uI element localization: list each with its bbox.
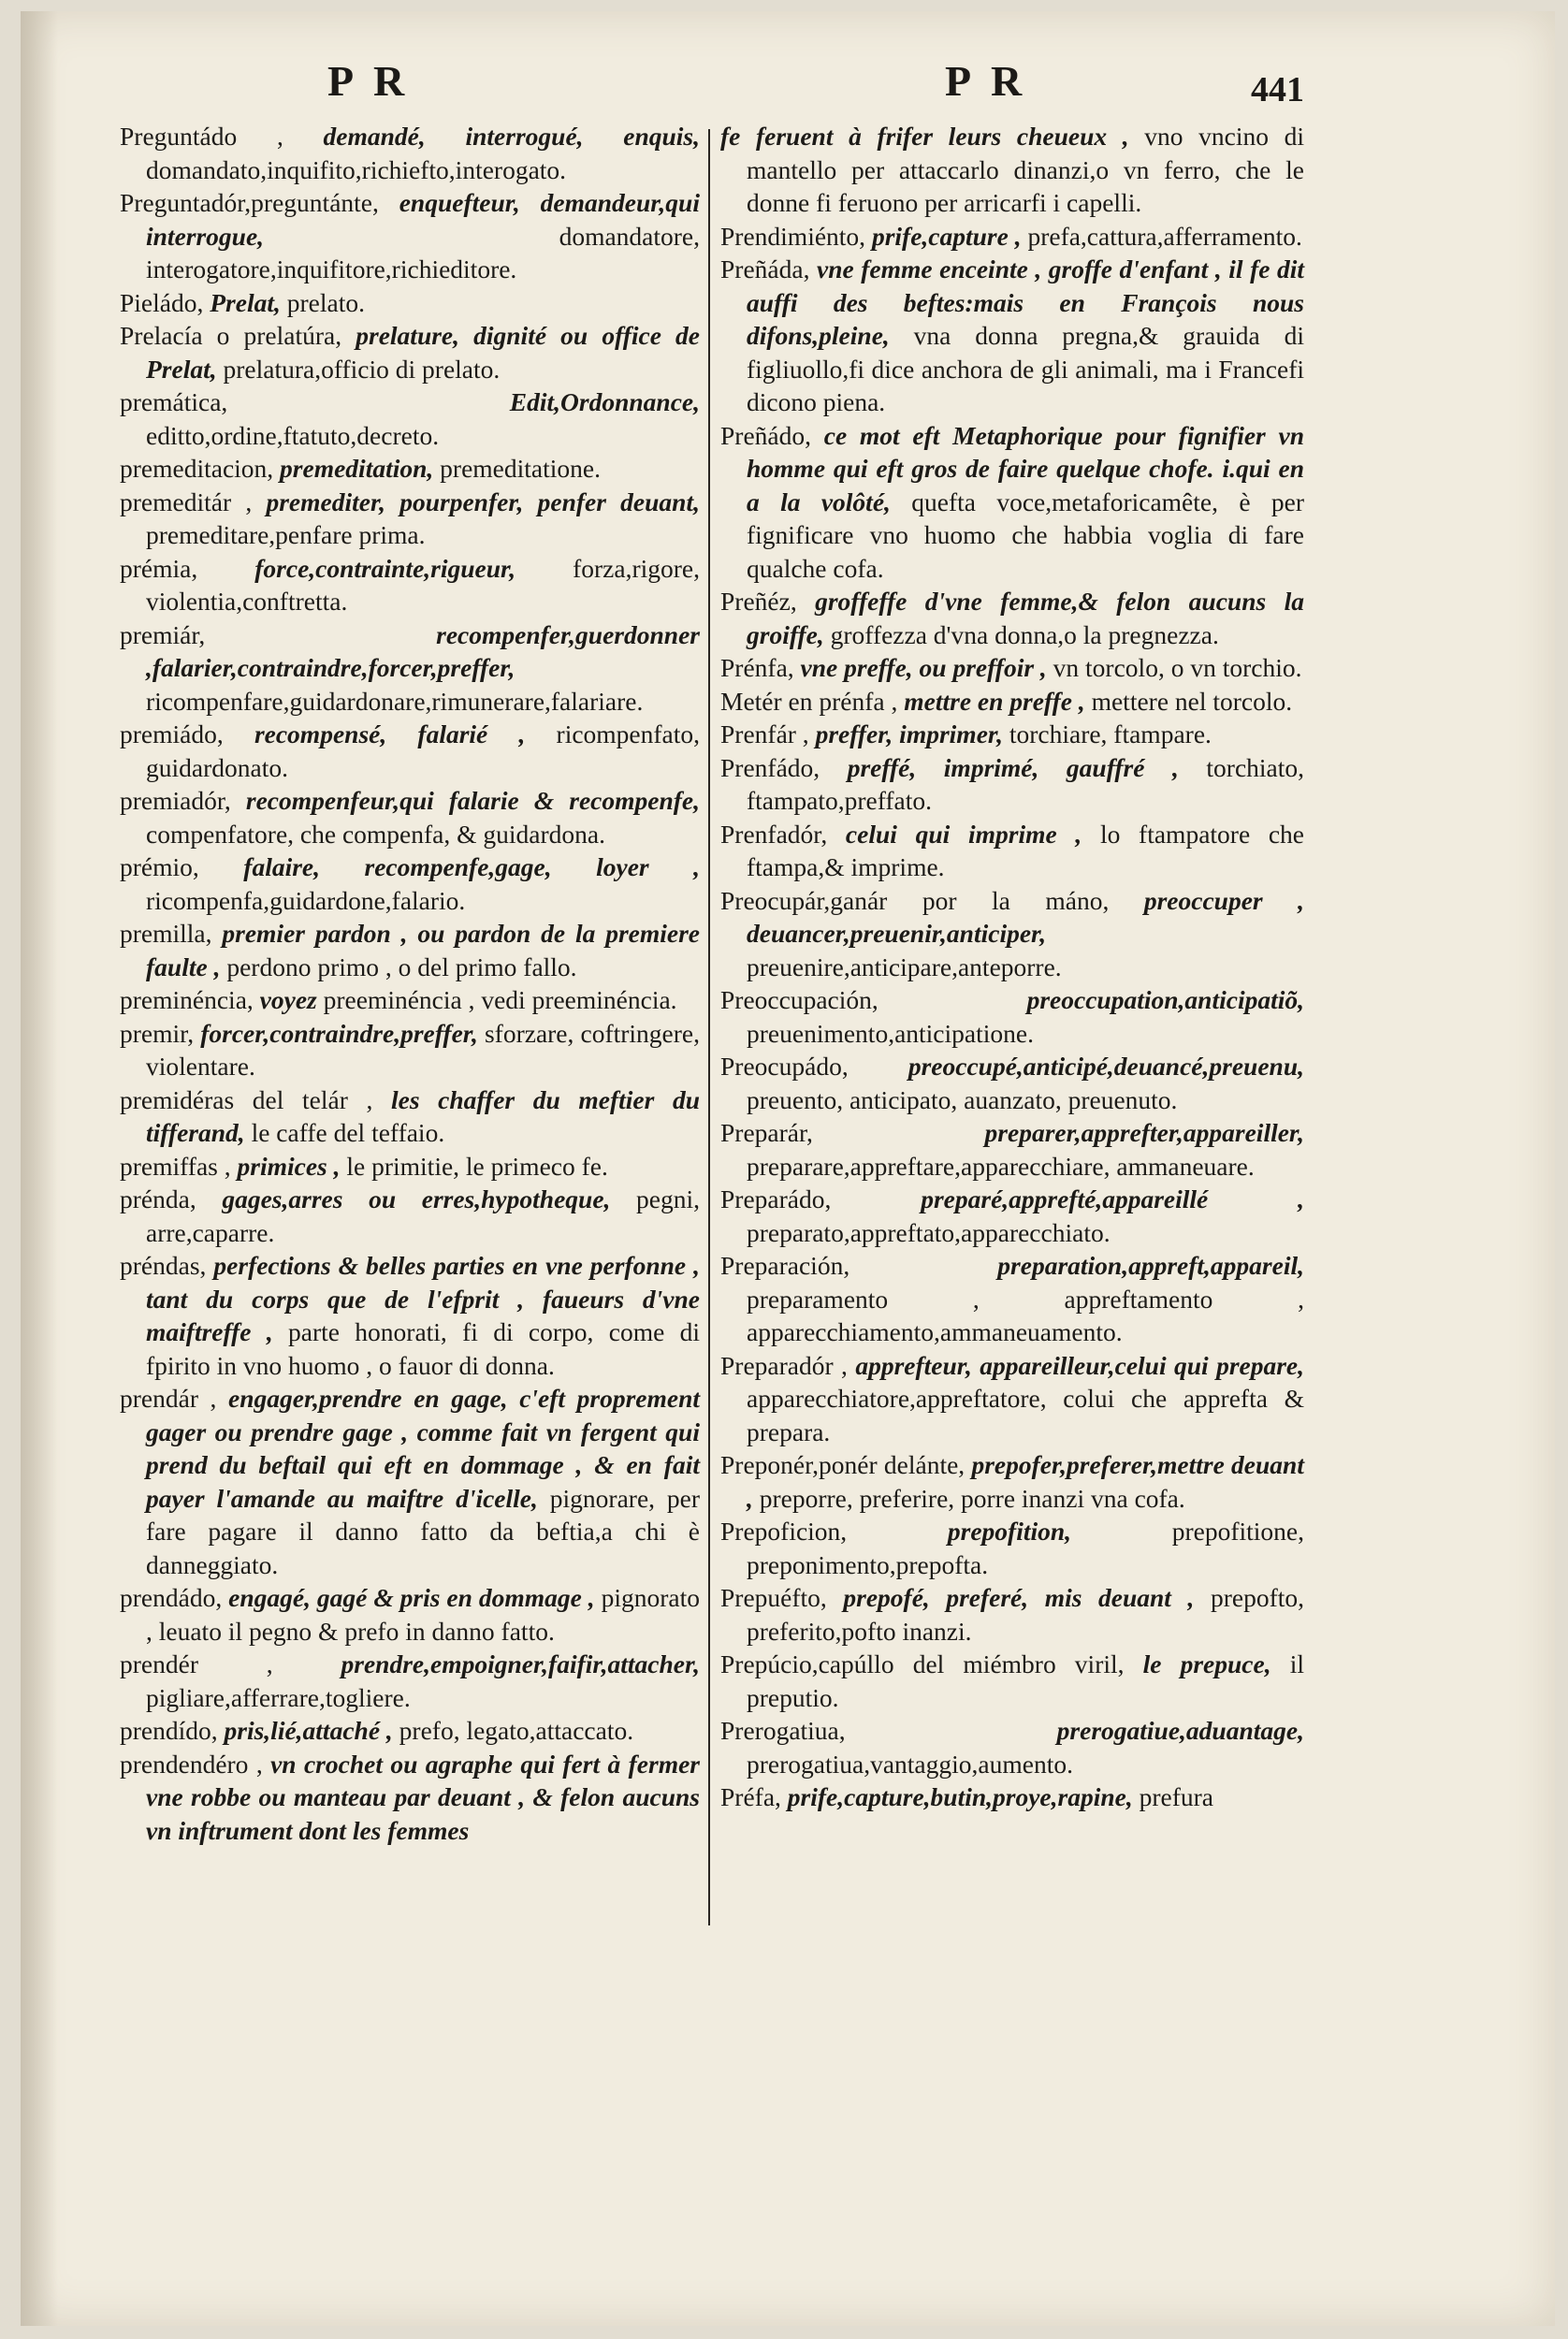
dictionary-entry	[720, 253, 1304, 419]
french-gloss: fe feruent à frifer leurs cheueux ,	[720, 122, 1129, 151]
dictionary-entry	[120, 1017, 700, 1083]
dictionary-entry	[120, 319, 700, 385]
italian-gloss: vna donna pregna,& grauida di figliuollo,fi dice anchora de gli animali, ma i Francefi dicono piena.	[747, 321, 1304, 416]
italian-gloss: prefo, legato,attaccato.	[399, 1716, 634, 1745]
headword: prémio,	[120, 852, 199, 881]
dictionary-entry	[720, 818, 1304, 884]
dictionary-entry	[120, 385, 700, 452]
dictionary-entry	[120, 1714, 700, 1748]
headword: premiadór,	[120, 786, 231, 815]
headword: Preparádo,	[720, 1184, 832, 1213]
headword: Préfa,	[720, 1782, 781, 1811]
italian-gloss: prepofitione, preponimento,prepofta.	[747, 1517, 1304, 1579]
dictionary-entry	[720, 685, 1304, 719]
headword: Prénfa,	[720, 653, 794, 682]
dictionary-entry	[120, 718, 700, 784]
italian-gloss: prerogatiua,vantaggio,aumento.	[747, 1749, 1073, 1779]
italian-gloss: editto,ordine,ftatuto,decreto.	[146, 420, 440, 450]
running-header-right: P R	[945, 57, 1028, 105]
dictionary-entry	[120, 186, 700, 286]
headword: Prepoficion,	[720, 1517, 848, 1546]
dictionary-entry	[720, 120, 1304, 220]
headword: premeditacion,	[120, 454, 274, 483]
italian-gloss: ricompenfato, guidardonato.	[146, 719, 701, 782]
french-gloss: voyez	[259, 985, 317, 1014]
italian-gloss: groffezza d'vna donna,o la pregnezza.	[830, 619, 1219, 649]
italian-gloss: pigliare,afferrare,togliere.	[146, 1682, 411, 1712]
french-gloss: preoccupé,anticipé,deuancé,preuenu,	[907, 1052, 1304, 1081]
italian-gloss: ricompenfare,guidardonare,rimunerare,falariare.	[146, 686, 644, 716]
french-gloss: recompenfer,guerdonner ,falarier,contraindre,forcer,preffer,	[146, 619, 700, 682]
headword: Prelacía o prelatúra,	[120, 321, 342, 350]
italian-gloss: mettere nel torcolo.	[1091, 686, 1293, 716]
headword: premiffas ,	[120, 1151, 231, 1181]
italian-gloss: le caffe del teffaio.	[251, 1118, 445, 1147]
headword: Preocupádo,	[720, 1052, 849, 1081]
italian-gloss: sforzare, coftringere, violentare.	[146, 1018, 701, 1081]
dictionary-entry	[720, 884, 1304, 984]
dictionary-entry	[120, 1748, 700, 1848]
italian-gloss: prepofto, preferito,pofto inanzi.	[747, 1583, 1305, 1646]
page-sheet	[21, 11, 1555, 2326]
french-gloss: preparer,apprefter,appareiller,	[984, 1118, 1304, 1147]
italian-gloss: compenfatore, che compenfa, & guidardona.	[146, 819, 605, 849]
headword: préndas,	[120, 1251, 207, 1280]
french-gloss: preoccupation,anticipatiõ,	[1026, 985, 1304, 1014]
italian-gloss: le primitie, le primeco fe.	[346, 1151, 608, 1181]
italian-gloss: preparamento , appreftamento , apparecchiamento,ammaneuamento.	[747, 1284, 1304, 1346]
dictionary-entry	[120, 1083, 700, 1150]
headword: Preñádo,	[720, 420, 811, 450]
headword: premidéras del telár ,	[120, 1084, 373, 1114]
french-gloss: mettre en preffe ,	[904, 686, 1085, 716]
french-gloss: celui qui imprime ,	[845, 819, 1082, 849]
dictionary-entry	[120, 1648, 700, 1714]
italian-gloss: preeminéncia , vedi preeminéncia.	[323, 985, 677, 1014]
headword: Prepúcio,capúllo del miémbro viril,	[720, 1649, 1125, 1678]
dictionary-entry	[720, 1349, 1304, 1449]
dictionary-entry	[120, 1581, 700, 1648]
column-rule	[708, 129, 710, 1925]
italian-gloss: parte honorati, fi di corpo, come di fpirito in vno huomo , o fauor di donna.	[146, 1317, 700, 1380]
french-gloss: preffer, imprimer,	[815, 719, 1003, 748]
italian-gloss: prefa,cattura,afferramento.	[1027, 221, 1302, 251]
italian-gloss: prefura	[1139, 1782, 1214, 1811]
headword: Prenfár ,	[720, 719, 809, 748]
french-gloss: demandé, interrogué, enquis,	[323, 122, 700, 151]
italian-gloss: pignorato , leuato il pegno & prefo in danno fatto.	[146, 1583, 701, 1646]
right-column	[720, 120, 1304, 1814]
headword: Preocupár,ganár por la máno,	[720, 885, 1110, 915]
dictionary-entry	[120, 983, 700, 1017]
french-gloss: groffeffe d'vne femme,& felon aucuns la groiffe,	[747, 587, 1304, 649]
headword: premilla,	[120, 919, 212, 948]
french-gloss: prepofition,	[947, 1517, 1072, 1546]
headword: prénda,	[120, 1184, 196, 1213]
italian-gloss: domandato,inquifito,richiefto,interogato.	[146, 154, 567, 184]
italian-gloss: premeditatione.	[440, 454, 601, 483]
french-gloss: enquefteur, demandeur,qui interrogue,	[146, 188, 700, 251]
headword: prendendéro ,	[120, 1749, 263, 1779]
italian-gloss: preporre, preferire, porre inanzi vna cofa.	[759, 1483, 1185, 1513]
dictionary-entry	[720, 220, 1304, 254]
dictionary-entry	[720, 1648, 1304, 1714]
headword: Preparación,	[720, 1251, 850, 1280]
italian-gloss: forza,rigore, violentia,conftretta.	[146, 553, 700, 616]
italian-gloss: pignorare, per fare pagare il danno fatto da beftia,a chi è danneggiato.	[146, 1483, 701, 1579]
dictionary-entry	[120, 486, 700, 552]
italian-gloss: prelato.	[286, 287, 365, 317]
french-gloss: preparation,appreft,appareil,	[997, 1251, 1304, 1280]
french-gloss: forcer,contraindre,preffer,	[200, 1018, 478, 1048]
headword: prendído,	[120, 1716, 218, 1745]
italian-gloss: torchiato, ftampato,preffato.	[747, 752, 1305, 815]
dictionary-entry	[720, 585, 1304, 651]
headword: premir,	[120, 1018, 195, 1048]
italian-gloss: perdono primo , o del primo fallo.	[226, 952, 577, 981]
italian-gloss: il preputio.	[747, 1649, 1305, 1712]
headword: Preguntádo ,	[120, 122, 283, 151]
french-gloss: recompenfeur,qui falarie & recompenfe,	[245, 786, 700, 815]
french-gloss: prerogatiue,aduantage,	[1056, 1716, 1304, 1745]
italian-gloss: vno vncino di mantello per attaccarlo dinanzi,o vn ferro, che le donne fi feruono per arricarfi i capelli.	[747, 122, 1304, 217]
french-gloss: Prelat,	[210, 287, 281, 317]
italian-gloss: preuenimento,anticipatione.	[747, 1018, 1034, 1048]
headword: premática,	[120, 387, 228, 416]
dictionary-entry	[120, 917, 700, 983]
dictionary-entry	[120, 1249, 700, 1382]
italian-gloss: ricompenfa,guidardone,falario.	[146, 885, 466, 915]
french-gloss: prendre,empoigner,faifir,attacher,	[341, 1649, 700, 1678]
dictionary-entry	[720, 1780, 1304, 1814]
dictionary-entry	[720, 751, 1304, 818]
headword: prémia,	[120, 553, 198, 583]
headword: premiár,	[120, 619, 206, 649]
french-gloss: gages,arres ou erres,hypotheque,	[222, 1184, 611, 1213]
french-gloss: le prepuce,	[1142, 1649, 1271, 1678]
dictionary-entry	[120, 618, 700, 719]
french-gloss: prepofé, preferé, mis deuant ,	[843, 1583, 1195, 1612]
headword: prendár ,	[120, 1384, 217, 1413]
french-gloss: vn crochet ou agraphe qui fert à fermer vne robbe ou manteau par deuant , & felon aucuns vn inftrument dont les femmes	[146, 1749, 701, 1845]
french-gloss: prepofer,preferer,mettre deuant ,	[747, 1450, 1304, 1513]
french-gloss: premier pardon , ou pardon de la premiere faulte ,	[146, 919, 701, 981]
italian-gloss: vn torcolo, o vn torchio.	[1053, 653, 1302, 682]
dictionary-entry	[720, 651, 1304, 685]
french-gloss: les chaffer du meftier du tifferand,	[146, 1084, 700, 1147]
headword: Metér en prénfa ,	[720, 686, 898, 716]
french-gloss: apprefteur, appareilleur,celui qui prepare,	[855, 1350, 1305, 1380]
dictionary-entry	[720, 1714, 1304, 1780]
italian-gloss: quefta voce,metaforicamête, è per fignificare vno huomo che habbia voglia di fare qualche cofa.	[747, 487, 1304, 583]
dictionary-entry	[120, 1183, 700, 1249]
headword: Preponér,ponér delánte,	[720, 1450, 965, 1479]
headword: prendér ,	[120, 1649, 273, 1678]
french-gloss: premediter, pourpenfer, penfer deuant,	[266, 487, 700, 516]
italian-gloss: apparecchiatore,appreftatore, colui che apprefta & prepara.	[747, 1384, 1304, 1446]
french-gloss: ce mot eft Metaphorique pour fignifier vn homme qui eft gros de faire quelque chofe. i.qui en a la volôté,	[747, 420, 1304, 516]
french-gloss: preparé,apprefté,appareillé ,	[921, 1184, 1304, 1213]
italian-gloss: premeditare,penfare prima.	[146, 520, 426, 549]
dictionary-entry	[720, 1050, 1304, 1116]
headword: Pieládo,	[120, 287, 204, 317]
french-gloss: recompensé, falarié ,	[254, 719, 526, 748]
dictionary-entry	[120, 286, 700, 320]
italian-gloss: preuento, anticipato, auanzato, preuenuto.	[747, 1084, 1178, 1114]
italian-gloss: pegni, arre,caparre.	[146, 1184, 701, 1247]
french-gloss: perfections & belles parties en vne perfonne , tant du corps que de l'efprit , faueurs d'vne maiftreffe ,	[146, 1251, 700, 1346]
italian-gloss: torchiare, ftampare.	[1009, 719, 1212, 748]
french-gloss: falaire, recompenfe,gage, loyer ,	[243, 852, 700, 881]
french-gloss: premeditation,	[280, 454, 434, 483]
headword: Preoccupación,	[720, 985, 878, 1014]
dictionary-entry	[720, 1249, 1304, 1349]
dictionary-entry	[720, 718, 1304, 751]
french-gloss: primices ,	[237, 1151, 341, 1181]
headword: Prerogatiua,	[720, 1716, 846, 1745]
italian-gloss: preparare,appreftare,apparecchiare, ammaneuare.	[747, 1151, 1255, 1181]
page-number: 441	[1251, 70, 1304, 109]
headword: premeditár ,	[120, 487, 253, 516]
headword: Preñéz,	[720, 587, 797, 616]
headword: Prepuéfto,	[720, 1583, 827, 1612]
italian-gloss: prelatura,officio di prelato.	[223, 354, 501, 384]
dictionary-entry	[720, 1581, 1304, 1648]
italian-gloss: preparato,appreftato,apparecchiato.	[747, 1217, 1111, 1247]
french-gloss: prife,capture,butin,proye,rapine,	[787, 1782, 1133, 1811]
italian-gloss: domandatore, interogatore,inquifitore,richieditore.	[146, 221, 700, 283]
italian-gloss: preuenire,anticipare,anteporre.	[747, 952, 1062, 981]
binding-gutter	[21, 11, 58, 2326]
dictionary-entry	[720, 419, 1304, 586]
dictionary-entry	[120, 1150, 700, 1184]
dictionary-entry	[120, 1382, 700, 1581]
italian-gloss: lo ftampatore che ftampa,& imprime.	[747, 819, 1305, 881]
french-gloss: preffé, imprimé, gauffré ,	[847, 752, 1179, 782]
french-gloss: vne femme enceinte , groffe d'enfant , il fe dit auffi des beftes:mais en François nous difons,pleine,	[747, 254, 1304, 350]
headword: Preparadór ,	[720, 1350, 848, 1380]
headword: premiádo,	[120, 719, 224, 748]
headword: Preparár,	[720, 1118, 813, 1147]
french-gloss: Edit,Ordonnance,	[509, 387, 700, 416]
dictionary-entry	[120, 452, 700, 486]
headword: prendádo,	[120, 1583, 223, 1612]
dictionary-entry	[120, 784, 700, 850]
running-header-left: P R	[327, 57, 411, 105]
dictionary-entry	[720, 1448, 1304, 1515]
dictionary-entry	[120, 850, 700, 917]
headword: Preguntadór,preguntánte,	[120, 188, 379, 217]
french-gloss: pris,lié,attaché ,	[224, 1716, 393, 1745]
french-gloss: force,contrainte,rigueur,	[254, 553, 516, 583]
dictionary-entry	[720, 1116, 1304, 1183]
headword: Preñáda,	[720, 254, 810, 283]
french-gloss: engagé, gagé & pris en dommage ,	[228, 1583, 595, 1612]
dictionary-entry	[120, 552, 700, 618]
headword: Prenfadór,	[720, 819, 828, 849]
dictionary-entry	[720, 1183, 1304, 1249]
french-gloss: prelature, dignité ou office de Prelat,	[146, 321, 701, 384]
dictionary-entry	[120, 120, 700, 186]
left-column	[120, 120, 700, 1847]
french-gloss: preoccuper , deuancer,preuenir,anticiper,	[747, 885, 1304, 948]
headword: preminéncia,	[120, 985, 254, 1014]
french-gloss: vne preffe, ou preffoir ,	[800, 653, 1047, 682]
headword: Prenfádo,	[720, 752, 820, 782]
dictionary-entry	[720, 1515, 1304, 1581]
headword: Prendimiénto,	[720, 221, 866, 251]
french-gloss: prife,capture ,	[871, 221, 1022, 251]
dictionary-entry	[720, 983, 1304, 1050]
french-gloss: engager,prendre en gage, c'eft proprement gager ou prendre gage , comme fait vn fergent qui prend du beftail qui eft en dommage , & en fait payer l'amande au maiftre d'icelle,	[146, 1384, 701, 1513]
